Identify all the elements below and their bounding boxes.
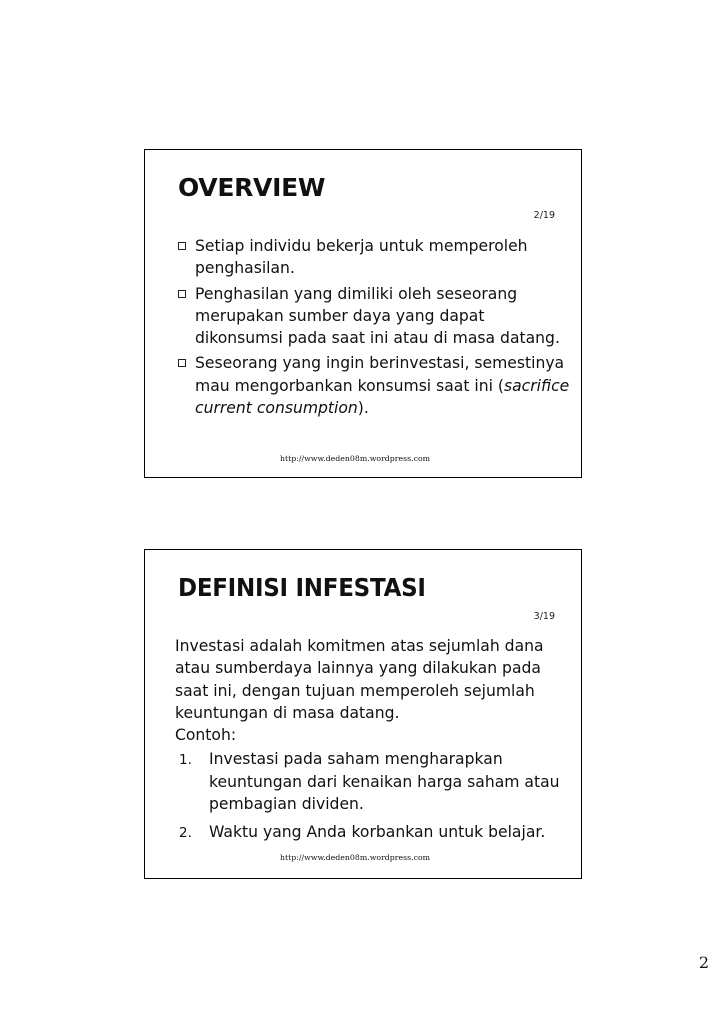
bullet-text-before: Seseorang yang ingin berinvestasi, semestinya mau mengorbankan konsumsi saat ini ( (195, 354, 565, 395)
example-number: 2. (179, 825, 192, 842)
example-list (175, 748, 575, 843)
bullet-item (177, 352, 577, 419)
bullet-list (177, 235, 577, 422)
square-bullet-icon (178, 290, 186, 298)
example-text: Waktu yang Anda korbankan untuk belajar. (209, 823, 546, 842)
bullet-item (177, 283, 577, 350)
slide-body (175, 635, 575, 850)
square-bullet-icon (178, 359, 186, 367)
footer-url: http://www.deden08m.wordpress.com (279, 853, 431, 862)
definition-paragraph: Investasi adalah komitmen atas sejumlah dana atau sumberdaya lainnya yang dilakukan pada saat ini, dengan tujuan memperoleh sejumlah keuntungan di masa datang. (175, 637, 544, 722)
bullet-text-after: ). (357, 399, 369, 418)
slide-title: DEFINISI INFESTASI (178, 573, 426, 602)
square-bullet-icon (178, 242, 186, 250)
example-number: 1. (179, 752, 192, 769)
example-item (175, 821, 575, 843)
slide-title: OVERVIEW (178, 173, 326, 202)
bullet-text-italic: sacrifice current consumption (195, 376, 570, 418)
example-text: Investasi pada saham mengharapkan keuntungan dari kenaikan harga saham atau pembagian dividen. (209, 750, 560, 814)
bullet-item (177, 235, 577, 280)
slide-overview (144, 149, 582, 478)
slide-number: 2/19 (533, 210, 555, 221)
bullet-text: Setiap individu bekerja untuk memperoleh penghasilan. (195, 237, 528, 278)
footer-url: http://www.deden08m.wordpress.com (279, 454, 431, 463)
slide-definisi (144, 549, 582, 879)
example-label: Contoh: (175, 726, 237, 745)
example-item (175, 748, 575, 815)
slide-number: 3/19 (533, 611, 555, 622)
bullet-text: Penghasilan yang dimiliki oleh seseorang merupakan sumber daya yang dapat dikonsumsi pada saat ini atau di masa datang. (195, 284, 560, 348)
page-number: 2 (698, 953, 709, 972)
